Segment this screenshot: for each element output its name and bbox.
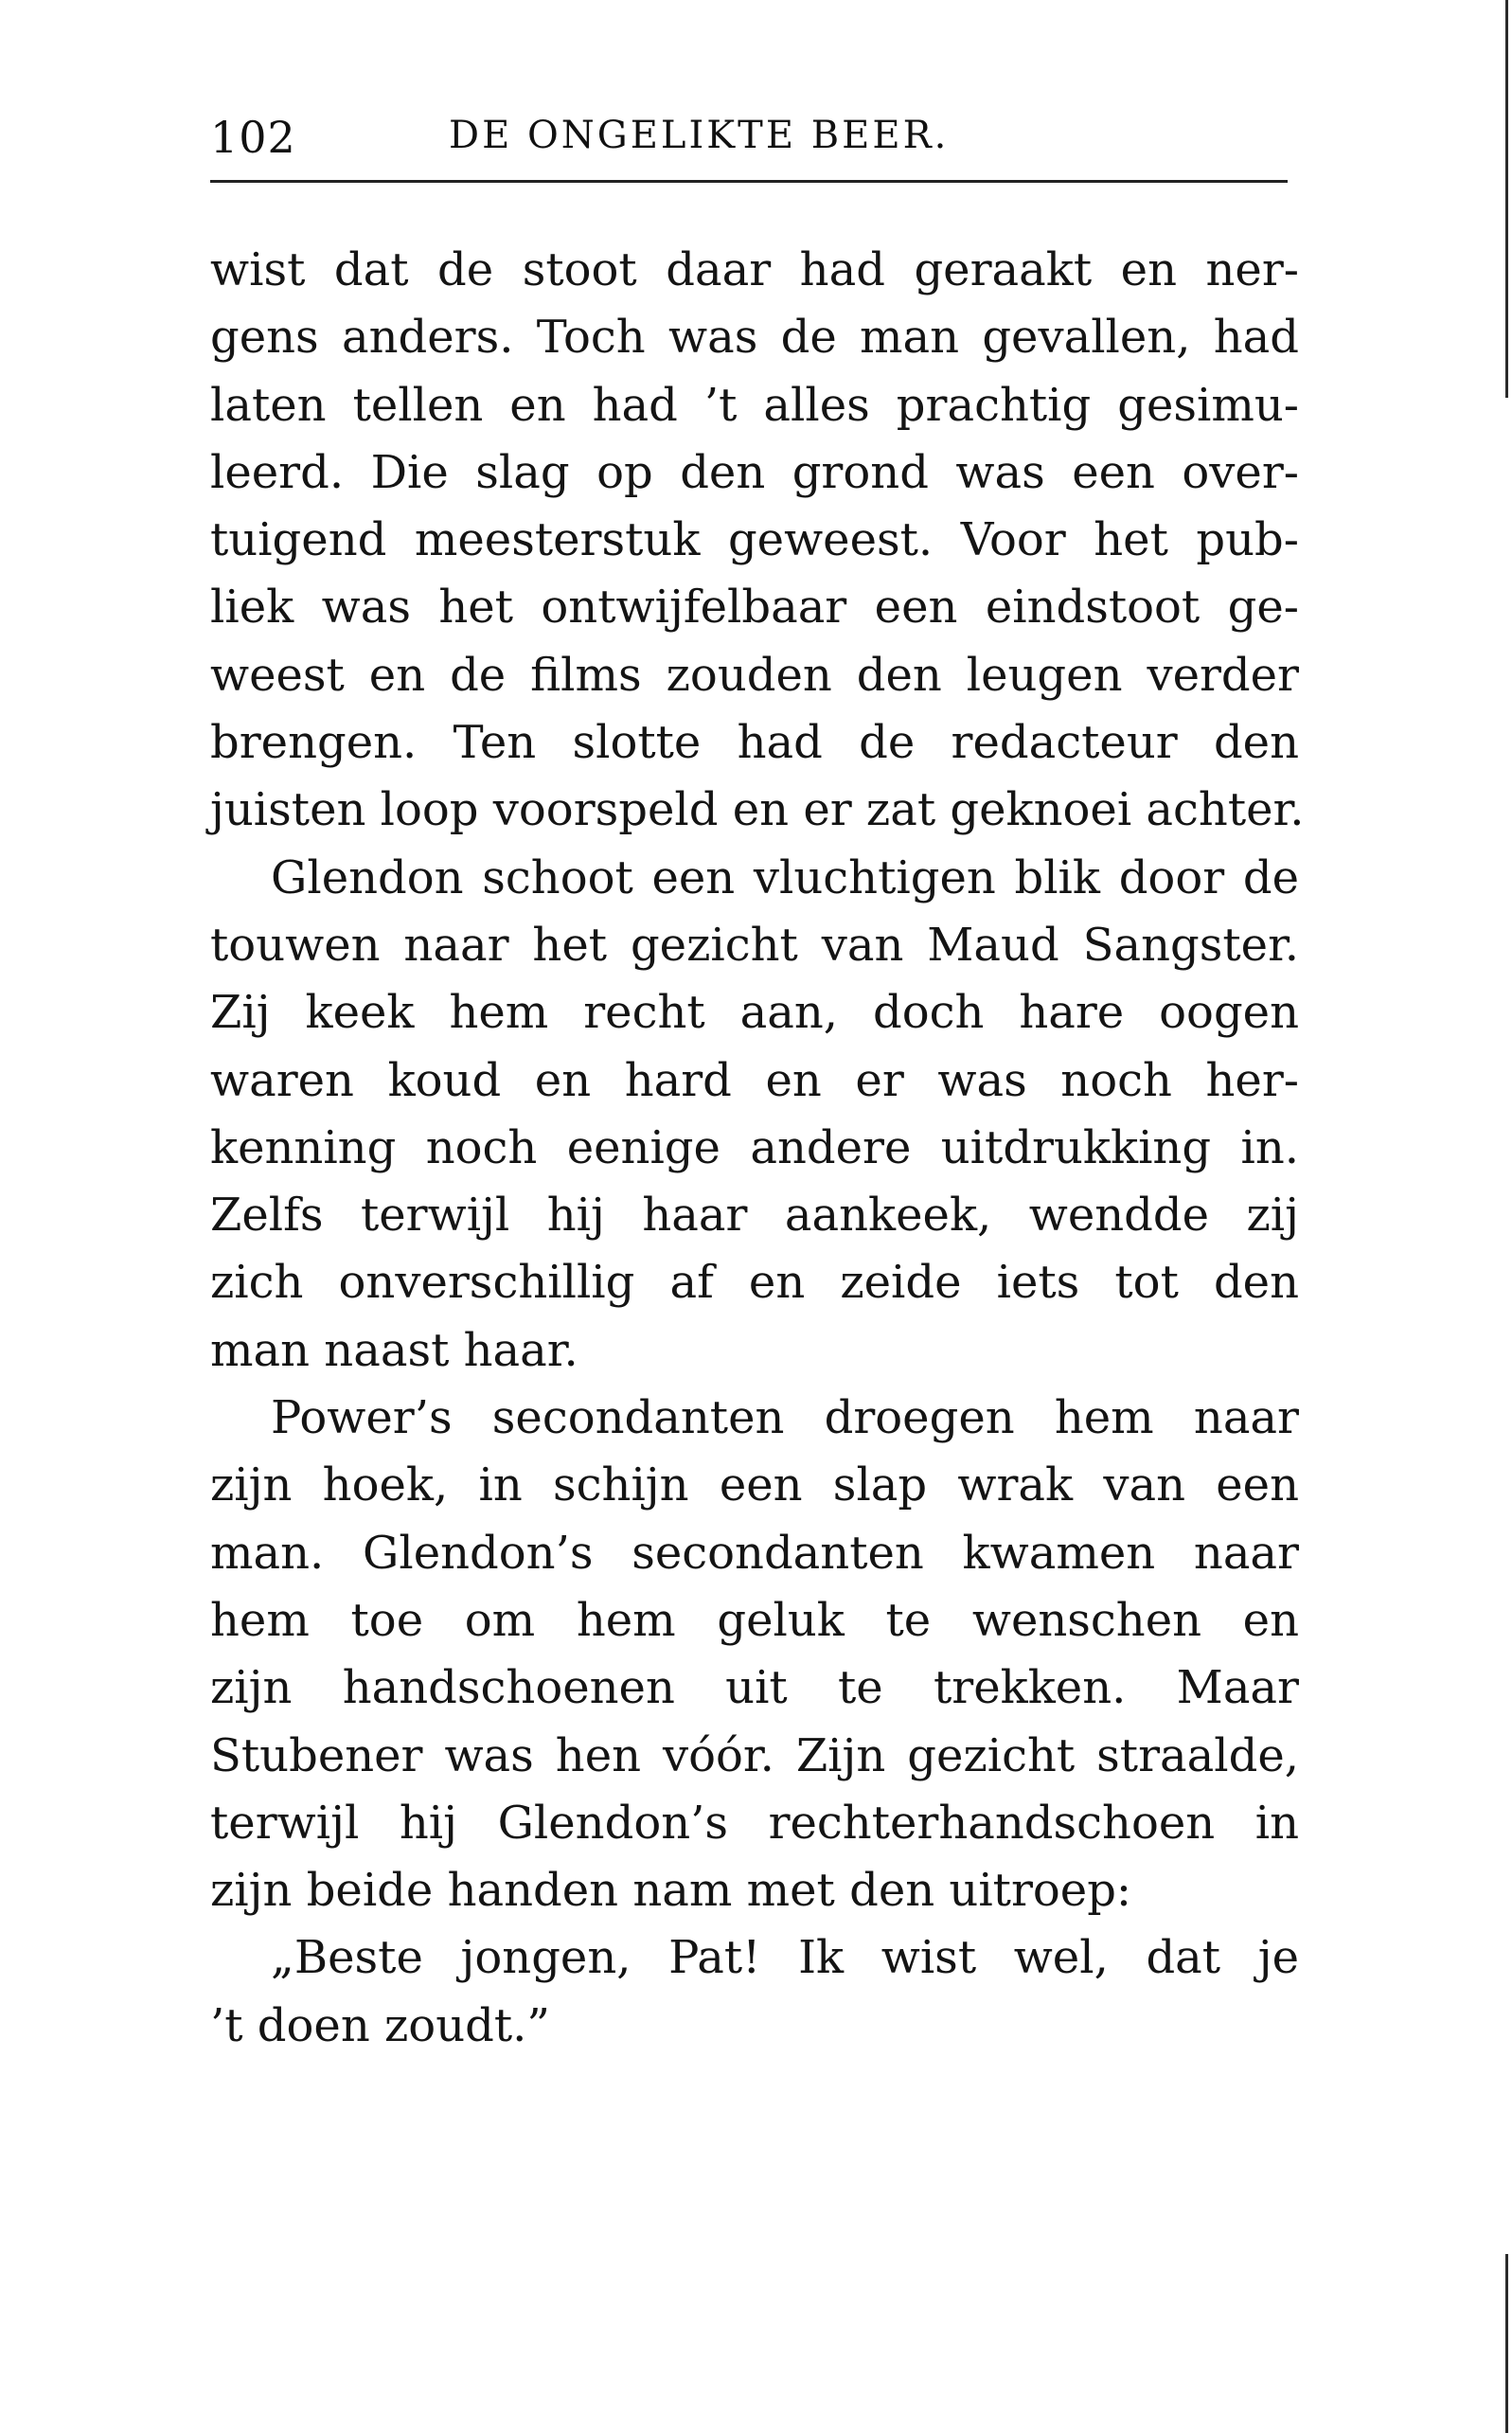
text-line: „Beste jongen, Pat! Ik wist wel, dat je: [271, 1931, 1299, 1985]
text-line: zijn hoek, in schijn een slap wrak van een: [210, 1458, 1299, 1512]
paragraph-2: [210, 845, 1299, 1385]
text-line: hem toe om hem geluk te wenschen en: [210, 1593, 1299, 1647]
text-line: liek was het ontwijfelbaar een eindstoot ge-: [210, 581, 1299, 635]
header-rule: [210, 180, 1288, 183]
text-line: weest en de films zouden den leugen verder: [210, 648, 1299, 702]
text-line: brengen. Ten slotte had de redacteur den: [210, 716, 1299, 770]
text-line: wist dat de stoot daar had geraakt en ner-: [210, 243, 1299, 296]
paragraph-3: [210, 1385, 1299, 1924]
text-line: zijn handschoenen uit te trekken. Maar: [210, 1661, 1299, 1715]
page-number: 102: [210, 112, 296, 163]
page-edge-shadow: [1505, 0, 1508, 398]
text-line: Glendon schoot een vluchtigen blik door de: [271, 850, 1299, 904]
text-line: zijn beide handen nam met den uitroep:: [210, 1864, 1132, 1918]
text-line: zich onverschillig af en zeide iets tot den: [210, 1256, 1299, 1310]
body-text: [210, 237, 1305, 2060]
text-line: Zelfs terwijl hij haar aankeek, wendde zij: [210, 1189, 1299, 1243]
text-line: waren koud en hard en er was noch her-: [210, 1053, 1299, 1107]
text-line: leerd. Die slag op den grond was een over-: [210, 445, 1299, 499]
text-line: laten tellen en had ’t alles prachtig gesimu-: [210, 378, 1299, 432]
text-line: Zij keek hem recht aan, doch hare oogen: [210, 986, 1299, 1040]
text-line: Power’s secondanten droegen hem naar: [271, 1391, 1299, 1445]
running-title: DE ONGELIKTE BEER.: [449, 114, 950, 157]
text-line: Stubener was hen vóór. Zijn gezicht straalde,: [210, 1728, 1299, 1782]
text-line: ’t doen zoudt.”: [210, 1998, 550, 2052]
paragraph-1: [210, 237, 1305, 845]
text-line: touwen naar het gezicht van Maud Sangster.: [210, 918, 1299, 972]
text-line: gens anders. Toch was de man gevallen, had: [210, 311, 1299, 365]
text-line: kenning noch eenige andere uitdrukking in.: [210, 1120, 1299, 1174]
paragraph-4: [210, 1924, 1299, 2060]
page-edge-shadow: [1505, 2254, 1508, 2433]
text-line: man. Glendon’s secondanten kwamen naar: [210, 1526, 1299, 1580]
running-header: [210, 112, 1288, 188]
text-line: man naast haar.: [210, 1323, 578, 1377]
text-line: juisten loop voorspeld en er zat geknoei achter.: [210, 783, 1305, 837]
text-line: terwijl hij Glendon’s rechterhandschoen in: [210, 1796, 1299, 1850]
text-line: tuigend meesterstuk geweest. Voor het pub-: [210, 513, 1299, 567]
